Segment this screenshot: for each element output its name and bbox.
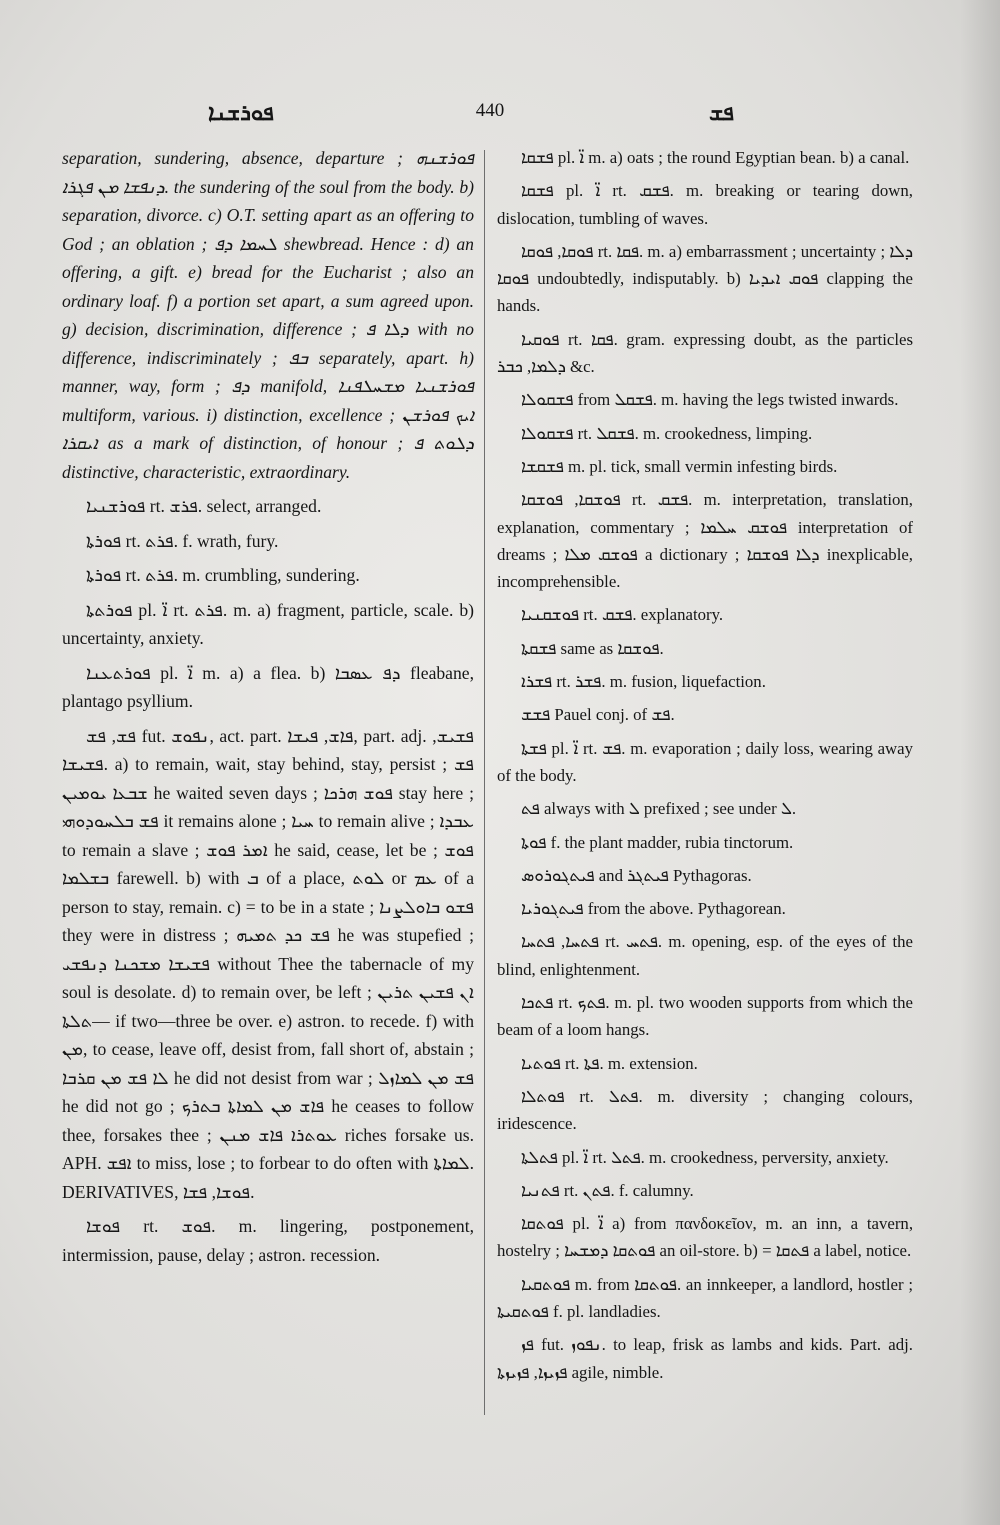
dictionary-entry: ܦܬܢܝܐ rt. ܦܬܢ. f. calumny. (521, 1180, 694, 1200)
dictionary-entry: ܦܫܩܐ pl. ܐ̈ m. a) oats ; the round Egyptian bean. b) a canal. (521, 148, 910, 167)
dictionary-entry: ܦܫܩܐ pl. ܐ̈ rt. ܦܫܩ. m. breaking or tearing down, dislocation, tumbling of waves. (497, 181, 914, 228)
dictionary-entry: ܦܬܚܐ, ܦܬܚܐ rt. ܦܬܚ. m. opening, esp. of the eyes of the blind, enlightenment. (497, 932, 914, 979)
page-number: 440 (475, 100, 505, 121)
dictionary-entry: ܦܫܫ Pauel conj. of ܦܫ. (521, 705, 675, 725)
dictionary-entry: ܦܘܪܬܐ rt. ܦܪܬ. f. wrath, fury. (86, 530, 279, 551)
dictionary-entry: ܦܘܪܬܐ rt. ܦܪܬ. m. crumbling, sundering. (86, 565, 360, 585)
dictionary-entry: separation, sundering, absence, departure ; ܦܘܪܫܢܗ ܕܢܦܫܐ ܡܢ ܦܓܪܐ. the sundering of the soul from the body. b) separation, divorce. c) O.T. setting apart as an offering to God ; an oblation ; ܠܚܡܐ ܕܦ shewbread. Hence : d) an offering, a gift. e) bread for the Eucharist ; also an ordinary loaf. f) a portion set apart, a sum agreed upon. g) decision, discrimination, difference ; ܕܠܐ ܦ with no difference, indiscriminately ; ܒܦ separately, apart. h) manner, way, form ; ܕܦ manifold, ܦܘܪܫܢܝܐ ܡܫܚܠܦܢܐ multiform, various. i) distinction, excellence ; ܐܝܟ ܦܘܪܫܢ ܐܝܩܪܐ as a mark of distinction, of honour ; ܕܠܘܬ ܦ distinctive, characteristic, extraordinary. (62, 148, 475, 482)
left-column (62, 144, 474, 1275)
dictionary-entry: ܦܬ always with ܠ prefixed ; see under ܠ. (521, 799, 797, 819)
header-catchword: ܦܘܪܫܢܐ (208, 100, 274, 125)
dictionary-entry: ܦܝܬܓܘܪܘܣ and ܦܝܬܓܪ Pythagoras. (521, 865, 752, 885)
dictionary-entry: ܦܬܠܬܐ pl. ܐ̈ rt. ܦܬܠ. m. crookedness, perversity, anxiety. (521, 1147, 889, 1167)
dictionary-entry: ܦܫܩܫܐ m. pl. tick, small vermin infesting birds. (521, 456, 838, 476)
dictionary-entry: ܦܘܪܫܢܝܐ rt. ܦܪܫ. select, arranged. (86, 496, 322, 516)
column-divider (484, 150, 485, 1415)
dictionary-entry: ܦܫܬܐ pl. ܐ̈ rt. ܦܫ. m. evaporation ; daily loss, wearing away of the body. (497, 738, 913, 785)
header-letters: ܦܫ (708, 100, 734, 125)
dictionary-entry: ܦܘܬܩܐ pl. ܐ̈ a) from πανδοκεῖον, m. an inn, a tavern, hostelry ; ܦܘܬܩܐ ܕܡܫܚܐ an oil-store. b) = ܦܬܩܐ a label, notice. (497, 1214, 914, 1261)
dictionary-entry: ܦܘܬܝܐ rt. ܦܬܐ. m. extension. (521, 1053, 698, 1073)
dictionary-entry: ܦܫ, ܦܫ fut. ܢܦܘܫ, act. part. ܦܐܫ, ܦܝܫܐ, part. adj. ܦܫܝܫ, ܦܫܝܫܐ. a) to remain, wait, stay behind, stay, persist ; ܦܫ ܫܒܥܐ ܝܘܡܝܢ he waited seven days ; ܦܘܫ ܗܪܟܐ stay here ; ܦܫ ܒܠܚܘܕܘܗܝ it remains alone ; ܚܝܐ to remain alive ; ܥܒܕܐ to remain a slave ; ܐܡܪ ܦܘܫ he said, cease, let be ; ܦܘܫ ܒܫܠܡܐ farewell. b) with ܒ of a place, ܠܘܬ or ܥܡ of a person to stay, remain. c) = to be in a state ; ܦܫܘ ܒܐܘܠܨܢܐ they were in distress ; ܦܫ ܟܕ ܬܡܝܗ he was stupefied ; ܦܫܝܫܐ ܡܫܟܢܐ ܕܢܦܫܝ without Thee the tabernacle of my soul is desolate. d) to remain over, be left ; ܐܢ ܦܫܝܢ ܬܪܝܢ—ܬܠܬܐ if two—three be over. e) astron. to recede. f) with ܡܢ, to cease, leave off, desist from, fall short of, abstain ; ܠܐ ܦܫ ܡܢ ܩܪܒܐ he did not desist from war ; ܦܫ ܡܢ ܠܡܐܙܠ he did not go ; ܦܐܫ ܡܢ ܠܡܐܬܐ ܒܬܪܟ he ceases to follow thee, forsakes thee ; ܥܘܬܪܐ ܦܐܫ ܡܢܢ riches forsake us. APH. ܐܦܫ to miss, lose ; to forbear to do often with ܠܡܐܬܐ. DERIVATIVES, ܦܘܫܐ, ܦܫܐ. (62, 725, 475, 1202)
dictionary-entry: ܦܘܪܬܥܢܐ pl. ܐ̈ m. a) a flea. b) ܕܦ ܥܣܒܐ fleabane, plantago psyllium. (62, 662, 474, 711)
dictionary-entry: ܦܘܫܩܐ, ܦܘܫܩܐ rt. ܦܫܩ. m. interpretation, translation, explanation, commentary ; ܦܘܫܩ ܚܠܡܐ interpretation of dreams ; ܦܘܫܩ ܡܠܐ a dictionary ; ܕܠܐ ܦܘܫܩܐ inexplicable, incomprehensible. (497, 490, 913, 592)
right-column (497, 144, 913, 1392)
dictionary-entry: ܦܘܩܐ, ܦܘܩܐ rt. ܦܩܐ. m. a) embarrassment ; uncertainty ; ܕܠܐ ܦܘܩܐ undoubtedly, indisputably. b) ܦܘܩ ܐܝܕܝܐ clapping the hands. (497, 241, 913, 316)
dictionary-entry: ܦܫܩܘܠܐ from ܦܫܩܠ. m. having the legs twisted inwards. (521, 390, 899, 410)
dictionary-entry: ܦܘܫܐ rt. ܦܘܫ. m. lingering, postponement, intermission, pause, delay ; astron. recession. (62, 1216, 474, 1265)
dictionary-entry: ܦܘܬܐ f. the plant madder, rubia tinctorum. (521, 832, 794, 852)
dictionary-entry: ܦܘܫܩܢܝܐ rt. ܦܫܩ. explanatory. (521, 605, 724, 625)
dictionary-entry: ܦܘܬܠܐ rt. ܦܬܠ. m. diversity ; changing colours, iridescence. (497, 1086, 914, 1134)
dictionary-entry: ܦܝܬܓܘܪܝܐ from the above. Pythagorean. (521, 899, 786, 919)
dictionary-entry: ܦܫܪܐ rt. ܦܫܪ. m. fusion, liquefaction. (521, 672, 766, 692)
page-edge-shadow (960, 0, 1000, 1525)
dictionary-entry: ܦܘܬܩܝܐ m. from ܦܘܬܩܐ. an innkeeper, a landlord, hostler ; ܦܘܬܩܝܬܐ f. pl. landladies. (497, 1274, 913, 1321)
dictionary-entry: ܦܘܪܬܬܐ pl. ܐ̈ rt. ܦܪܬ. m. a) fragment, particle, scale. b) uncertainty, anxiety. (62, 599, 474, 648)
dictionary-entry: ܦܙ fut. ܢܦܘܙ. to leap, frisk as lambs and kids. Part. adj. ܦܙܝܙܐ, ܦܙܝܙܬܐ agile, nimble. (497, 1335, 913, 1382)
dictionary-entry: ܦܬܟܐ rt. ܦܬܟ. m. pl. two wooden supports from which the beam of a loom hangs. (497, 993, 913, 1040)
dictionary-entry: ܦܘܩܝܐ rt. ܦܩܐ. gram. expressing doubt, as the particles ܕܠܡܐ, ܟܒܪ &c. (497, 329, 913, 377)
dictionary-entry: ܦܫܩܘܠܐ rt. ܦܫܩܠ. m. crookedness, limping. (521, 423, 813, 443)
running-header (60, 96, 920, 136)
dictionary-entry: ܦܫܩܬܐ same as ܦܘܫܩܐ. (521, 638, 664, 658)
